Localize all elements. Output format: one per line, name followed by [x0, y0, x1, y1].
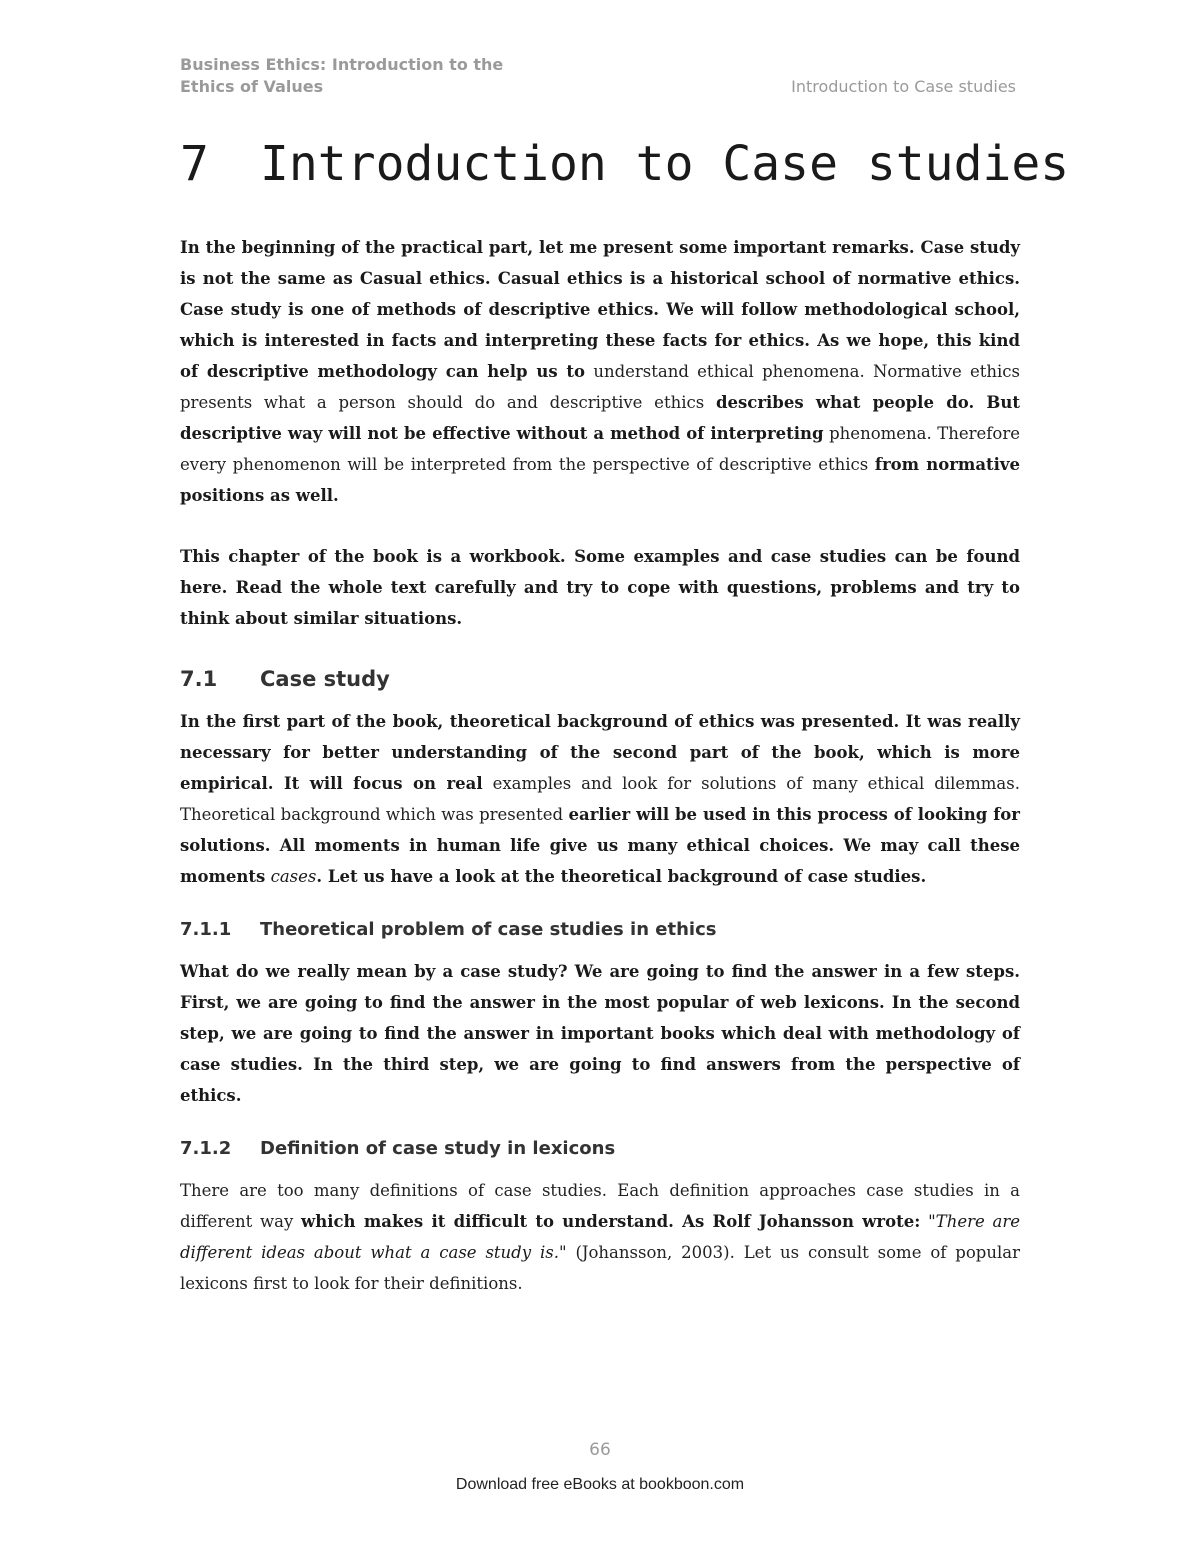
- s71-italic-cases: cases: [270, 867, 317, 886]
- s71-light-1: examples and look for solutions of many ethical dilemmas. Theoretical background which was presented: [180, 774, 1020, 824]
- subsection-title: Definition of case study in lexicons: [260, 1138, 616, 1159]
- paragraph-gap: [180, 511, 1020, 541]
- subsection-number: 7.1.1: [180, 919, 232, 940]
- intro-paragraph-2: This chapter of the book is a workbook. Some examples and case studies can be found here. Read the whole text carefully and try to cope with questions, problems and try to think about similar situations.: [180, 547, 1020, 628]
- intro-p1-bold-1: In the beginning of the practical part, let me present some important remarks. Case study is not the same as Casual ethics. Casual ethics is a historical school of normative ethics. Case study is one of methods of descriptive ethics. We will follow methodological school, which is interested in facts and interpreting these facts for ethics. As we hope, this kind of descriptive methodology can help us to: [180, 238, 1020, 381]
- s71-bold-2: earlier will be used in this process of looking for solutions. All moments in human life give us many ethical choices. We may call these moments: [180, 805, 1020, 886]
- intro-p1-light-1: understand ethical phenomena. Normative ethics presents what a person should do and descriptive ethics: [180, 362, 1021, 412]
- s712-bold-1: which makes it difficult to understand. As Rolf Johansson wrote:: [301, 1212, 921, 1231]
- page-body: [180, 232, 1020, 1299]
- header-book-title-line2: Ethics of Values: [180, 77, 324, 96]
- section-7-1-1-paragraph: What do we really mean by a case study? We are going to find the answer in a few steps. First, we are going to find the answer in the most popular of web lexicons. In the second step, we are going to find the answer in important books which deal with methodology of case studies. In the third step, we are going to find answers from the perspective of ethics.: [180, 962, 1020, 1105]
- section-7-1-paragraph: [180, 706, 1020, 892]
- chapter-title: [180, 132, 1069, 196]
- chapter-number: 7: [180, 136, 209, 192]
- running-header-chapter: Introduction to Case studies: [791, 77, 1016, 96]
- section-title: Case study: [260, 667, 390, 691]
- s712-quote: "There are different ideas about what a case study is.": [180, 1212, 1020, 1262]
- s71-bold-1: In the first part of the book, theoretical background of ethics was presented. It was really necessary for better understanding of the second part of the book, which is more empirical. It will focus on real: [180, 712, 1020, 793]
- intro-p1-bold-3: from normative positions as well.: [180, 455, 1021, 505]
- section-heading-7-1-2: [180, 1135, 1020, 1163]
- header-book-title-line1: Business Ethics: Introduction to the: [180, 55, 504, 74]
- chapter-title-text: Introduction to Case studies: [260, 136, 1070, 192]
- section-heading-7-1-1: [180, 916, 1020, 944]
- section-heading-7-1: [180, 664, 1020, 694]
- section-number: 7.1: [180, 667, 218, 691]
- s712-light-1: There are too many definitions of case studies. Each definition approaches case studies in a different way: [180, 1181, 1020, 1231]
- section-7-1-2-paragraph: [180, 1175, 1020, 1299]
- page-number: 66: [589, 1440, 611, 1460]
- intro-p1-bold-2: describes what people do. But descriptive way will not be effective without a method of interpreting: [180, 393, 1020, 443]
- s712-light-2: (Johansson, 2003). Let us consult some of popular lexicons first to look for their definitions.: [180, 1243, 1020, 1293]
- intro-p1-light-2: phenomena. Therefore every phenomenon will be interpreted from the perspective of descriptive ethics: [180, 424, 1021, 474]
- download-link[interactable]: Download free eBooks at bookboon.com: [455, 1476, 745, 1493]
- subsection-title: Theoretical problem of case studies in ethics: [260, 919, 717, 940]
- s71-bold-3: . Let us have a look at the theoretical background of case studies.: [316, 867, 927, 886]
- subsection-number: 7.1.2: [180, 1138, 232, 1159]
- running-header-book-title: [180, 54, 503, 98]
- intro-paragraph-1: [180, 232, 1020, 511]
